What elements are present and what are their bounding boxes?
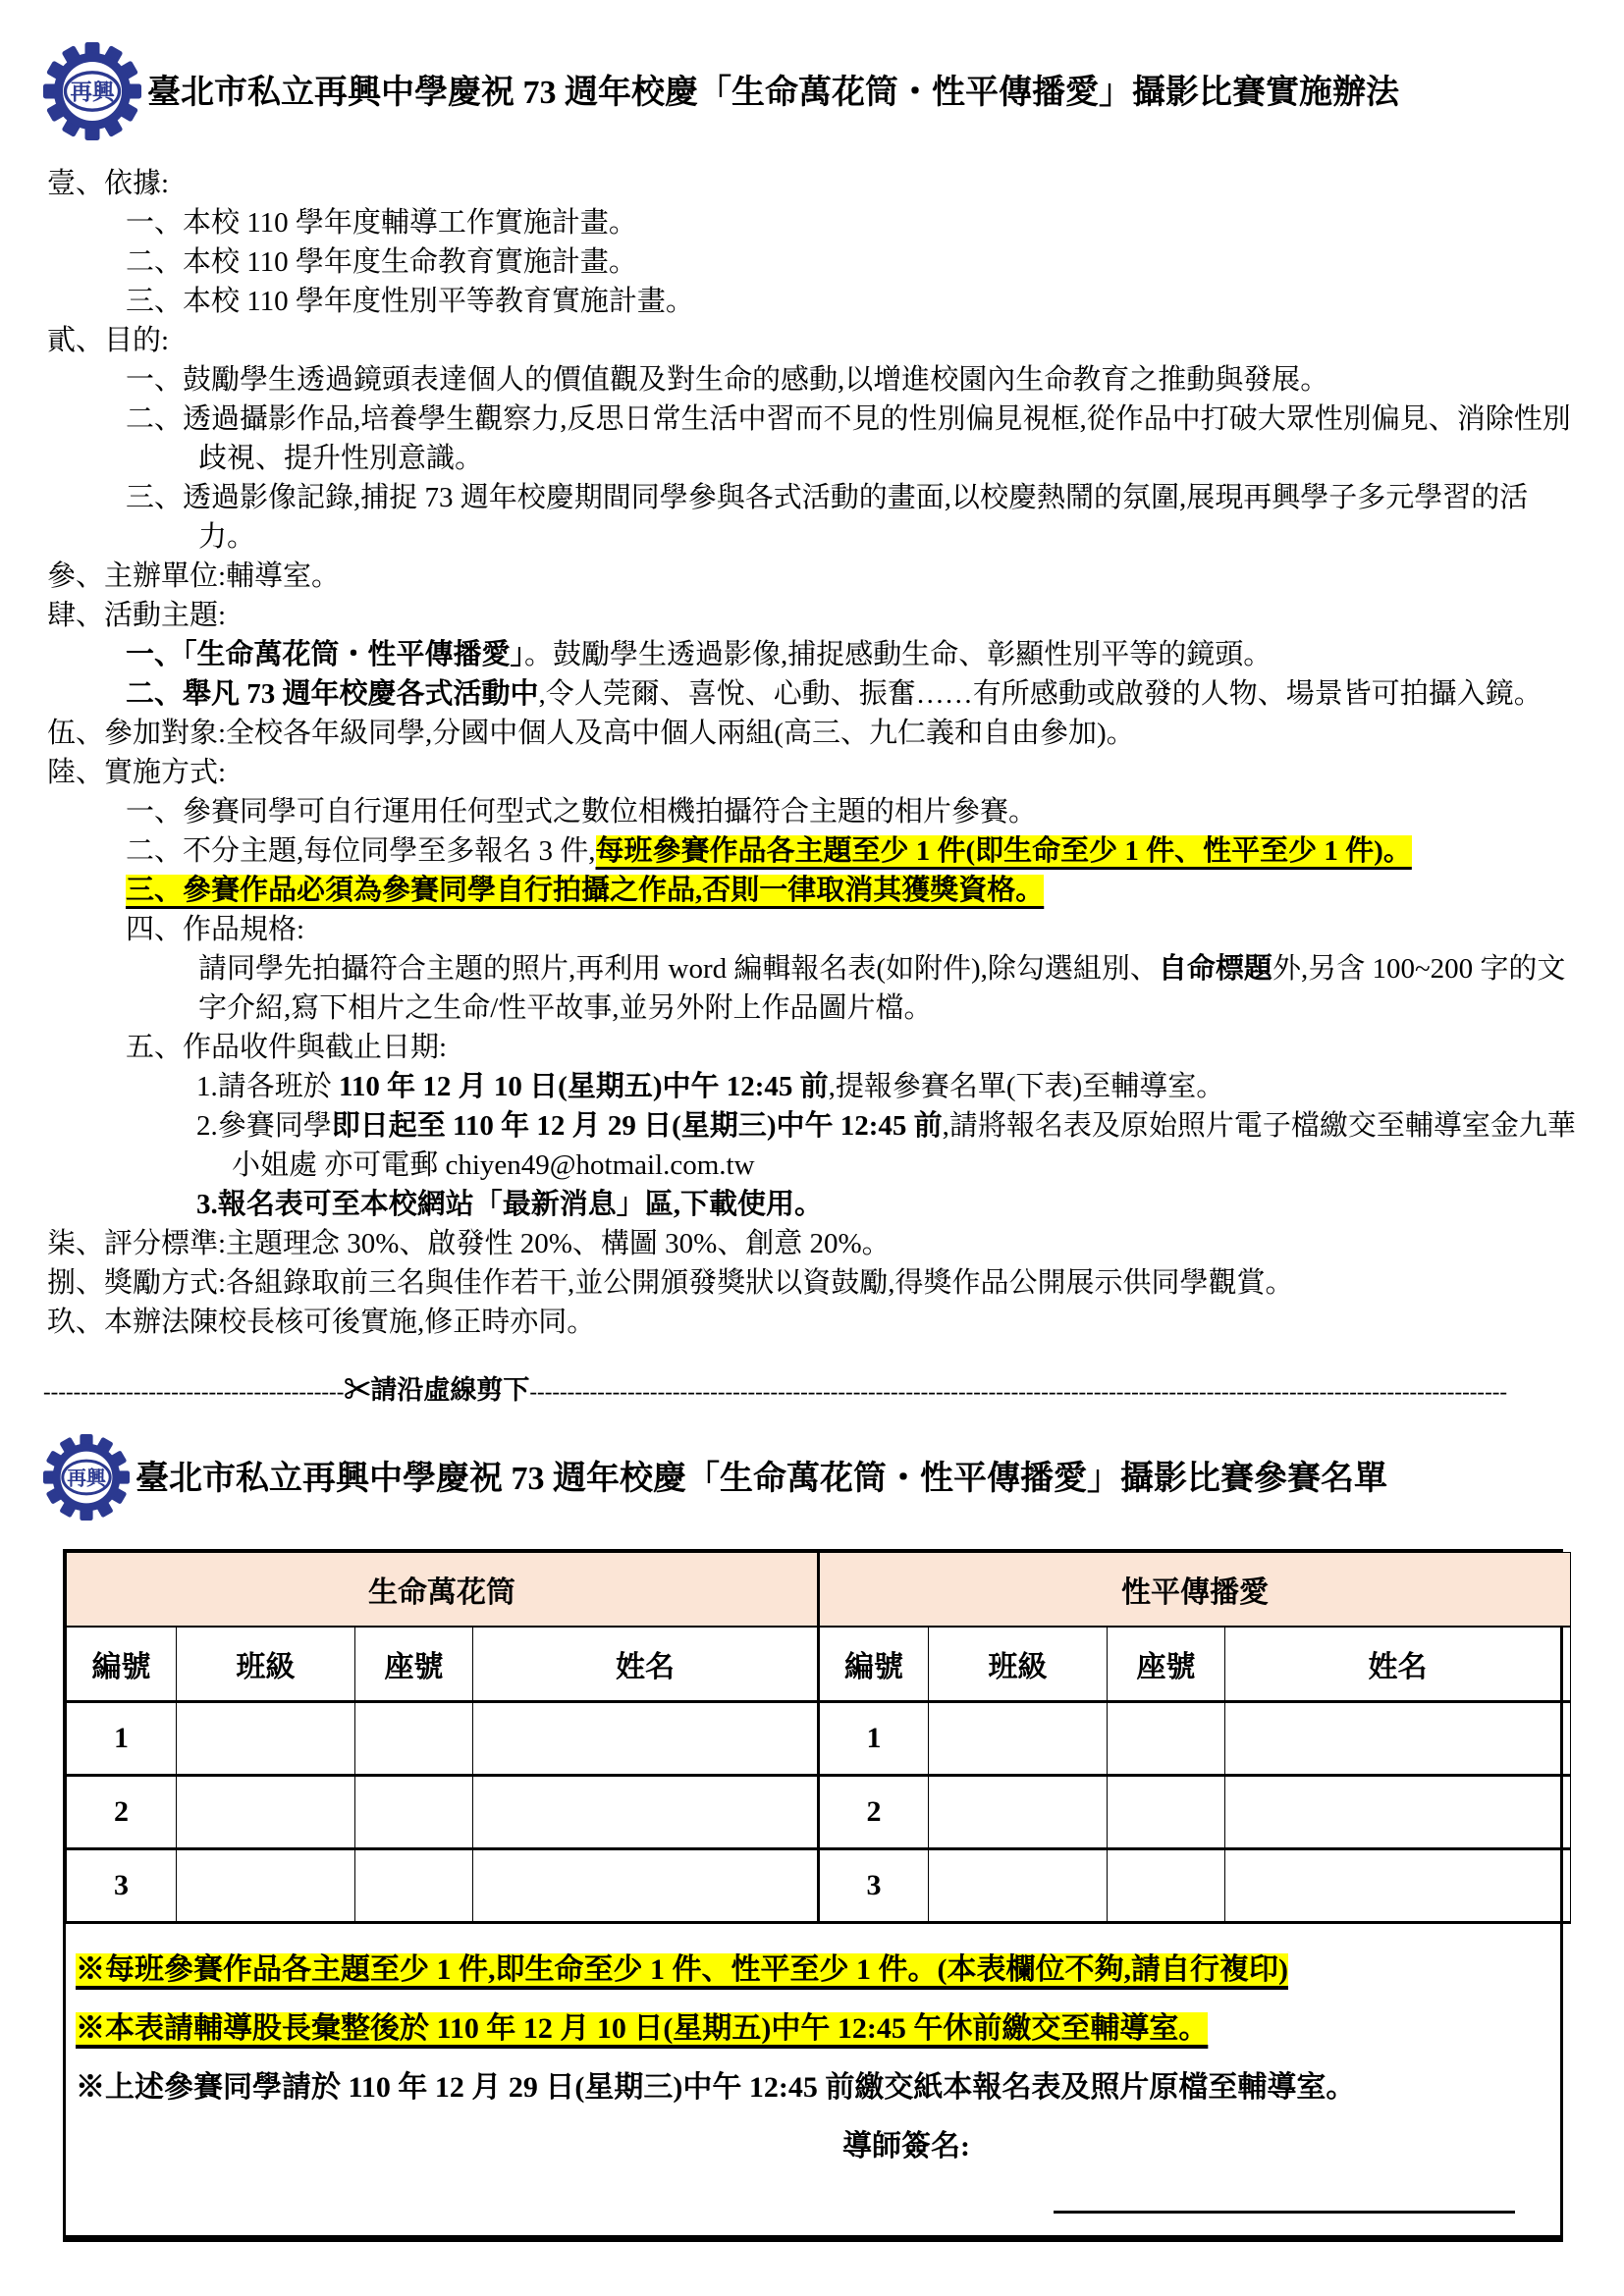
work-spec-b: 外,另含 100~200 字的文字介紹,寫下相片之生命/性平故事,並另外附上作品圖片檔。 xyxy=(198,953,1566,1024)
empty-cell xyxy=(473,1849,819,1923)
plan-title-row xyxy=(43,39,1581,148)
deadline-1-date-bold: 110 年 12 月 10 日(星期五)中午 12:45 前 xyxy=(339,1071,829,1102)
theme-header-gender: 性平傳播愛 xyxy=(819,1553,1571,1628)
section-4-item xyxy=(43,635,1581,674)
deadline-1-a: 1.請各班於 xyxy=(196,1071,340,1102)
empty-cell xyxy=(355,1776,473,1849)
empty-cell xyxy=(177,1849,355,1923)
plan-body xyxy=(43,164,1581,1342)
note-1-highlight: ※每班參賽作品各主題至少 1 件,即生命至少 1 件、性平至少 1 件。(本表欄位不夠,請自行複印) xyxy=(76,1953,1288,1986)
col-header-class: 班級 xyxy=(177,1627,355,1702)
section-2-item: 一、鼓勵學生透過鏡頭表達個人的價值觀及對生命的感動,以增進校園內生命教育之推動與發展。 xyxy=(126,364,1329,396)
deadline-2-date-bold: 即日起至 110 年 12 月 29 日(星期三)中午 12:45 前 xyxy=(331,1110,943,1142)
col-header-class: 班級 xyxy=(929,1627,1108,1702)
activity-scope-rest: ,令人莞爾、喜悅、心動、振奮……有所感動或啟發的人物、場景皆可拍攝入鏡。 xyxy=(538,678,1543,710)
school-gear-logo-icon xyxy=(43,1432,130,1527)
empty-cell xyxy=(1225,1776,1571,1849)
empty-cell xyxy=(355,1702,473,1776)
section-6-item xyxy=(43,831,1581,871)
theme-header-life: 生命萬花筒 xyxy=(67,1553,819,1628)
deadline-1-b: ,提報參賽名單(下表)至輔導室。 xyxy=(828,1071,1225,1102)
section-5-heading: 伍、參加對象:全校各年級同學,分國中個人及高中個人兩組(高三、九仁義和自由參加)。 xyxy=(47,718,1135,749)
section-6-heading: 陸、實施方式: xyxy=(47,757,227,788)
empty-cell xyxy=(355,1849,473,1923)
row-number-cell: 1 xyxy=(819,1702,929,1776)
roster-note-2 xyxy=(76,2008,1550,2050)
section-2-heading: 貳、目的: xyxy=(47,325,170,356)
empty-cell xyxy=(929,1849,1108,1923)
col-header-seat: 座號 xyxy=(355,1627,473,1702)
section-6-item: 一、參賽同學可自行運用任何型式之數位相機拍攝符合主題的相片參賽。 xyxy=(126,796,1038,828)
section-9-heading: 玖、本辦法陳校長核可後實施,修正時亦同。 xyxy=(47,1307,596,1338)
col-header-seat: 座號 xyxy=(1108,1627,1225,1702)
signature-line xyxy=(1054,2173,1515,2214)
section-8-heading: 捌、獎勵方式:各組錄取前三名與佳作若干,並公開頒發獎狀以資鼓勵,得獎作品公開展示供同學觀賞。 xyxy=(47,1267,1294,1299)
empty-cell xyxy=(1108,1776,1225,1849)
work-spec-a: 請同學先拍攝符合主題的照片,再利用 word 編輯報名表(如附件),除勾選組別、 xyxy=(198,953,1159,985)
row-number-cell: 3 xyxy=(819,1849,929,1923)
table-row xyxy=(67,1702,1571,1776)
download-note-bold: 3.報名表可至本校網站「最新消息」區,下載使用。 xyxy=(196,1189,824,1220)
cut-line-dashes-left: ---------------------------------------- xyxy=(43,1379,345,1404)
table-row xyxy=(67,1776,1571,1849)
empty-cell xyxy=(929,1776,1108,1849)
section-1-item: 一、本校 110 學年度輔導工作實施計畫。 xyxy=(126,207,637,239)
deadline-item-3 xyxy=(43,1185,1581,1224)
entry-minimum-highlight: 每班參賽作品各主題至少 1 件(即生命至少 1 件、性平至少 1 件)。 xyxy=(595,835,1412,867)
row-number-cell: 1 xyxy=(67,1702,177,1776)
roster-title: 臺北市私立再興中學慶祝 73 週年校慶「生命萬花筒・性平傳播愛」攝影比賽參賽名單 xyxy=(135,1461,1387,1498)
cut-line xyxy=(43,1375,1581,1407)
roster-table xyxy=(66,1552,1571,1924)
deadline-2-b: ,請將報名表及原始照片電子檔繳交至輔導室金九華小姐處 亦可電郵 chiyen49@hotmail.com.tw xyxy=(232,1110,1576,1181)
empty-cell xyxy=(473,1776,819,1849)
col-header-number: 編號 xyxy=(819,1627,929,1702)
activity-scope-bold: 二、舉凡 73 週年校慶各式活動中 xyxy=(126,678,539,710)
plan-title: 臺北市私立再興中學慶祝 73 週年校慶「生命萬花筒・性平傳播愛」攝影比賽實施辦法 xyxy=(147,75,1399,112)
entry-limit-plain: 二、不分主題,每位同學至多報名 3 件, xyxy=(126,835,596,867)
row-number-cell: 2 xyxy=(67,1776,177,1849)
roster-notes xyxy=(66,1924,1560,2214)
row-number-cell: 2 xyxy=(819,1776,929,1849)
section-3-heading: 參、主辦單位:輔導室。 xyxy=(47,561,341,592)
table-row xyxy=(67,1849,1571,1923)
section-1-item: 三、本校 110 學年度性別平等教育實施計畫。 xyxy=(126,286,694,317)
deadline-item-2 xyxy=(43,1106,1581,1185)
empty-cell xyxy=(177,1776,355,1849)
section-4-item xyxy=(43,674,1581,714)
row-number-cell: 3 xyxy=(67,1849,177,1923)
empty-cell xyxy=(177,1702,355,1776)
original-work-highlight: 三、參賽作品必須為參賽同學自行拍攝之作品,否則一律取消其獲獎資格。 xyxy=(126,875,1045,906)
section-7-heading: 柒、評分標準:主題理念 30%、啟發性 20%、構圖 30%、創意 20%。 xyxy=(47,1228,891,1259)
empty-cell xyxy=(929,1702,1108,1776)
empty-cell xyxy=(1225,1849,1571,1923)
roster-note-1 xyxy=(76,1949,1550,1991)
teacher-signature-label: 導師簽名: xyxy=(842,2130,971,2163)
svg-text:再興: 再興 xyxy=(70,80,115,105)
work-spec-paragraph xyxy=(43,949,1581,1028)
roster-title-row xyxy=(43,1432,1581,1527)
col-header-name: 姓名 xyxy=(473,1627,819,1702)
empty-cell xyxy=(1108,1849,1225,1923)
col-header-name: 姓名 xyxy=(1225,1627,1571,1702)
section-1-item: 二、本校 110 學年度生命教育實施計畫。 xyxy=(126,246,637,278)
empty-cell xyxy=(1108,1702,1225,1776)
school-gear-logo-icon xyxy=(43,39,141,148)
deadline-2-a: 2.參賽同學 xyxy=(196,1110,332,1142)
svg-text:再興: 再興 xyxy=(67,1468,106,1490)
theme-desc: 。鼓勵學生透過影像,捕捉感動生命、彰顯性別平等的鏡頭。 xyxy=(524,639,1272,670)
note-2-highlight: ※本表請輔導股長彙整後於 110 年 12 月 10 日(星期五)中午 12:45 午休前繳交至輔導室。 xyxy=(76,2012,1209,2045)
empty-cell xyxy=(473,1702,819,1776)
col-header-number: 編號 xyxy=(67,1627,177,1702)
roster-note-3: ※上述參賽同學請於 110 年 12 月 29 日(星期三)中午 12:45 前繳交紙本報名表及照片原檔至輔導室。 xyxy=(76,2071,1356,2104)
theme-name-bold: 一、「生命萬花筒・性平傳播愛」 xyxy=(126,639,525,670)
scissors-icon-and-label: ✂請沿虛線剪下 xyxy=(344,1375,530,1405)
empty-cell xyxy=(1225,1702,1571,1776)
section-4-heading: 肆、活動主題: xyxy=(47,600,227,631)
section-2-item: 二、透過攝影作品,培養學生觀察力,反思日常生活中習而不見的性別偏見視框,從作品中打破大眾性別偏見、消除性別歧視、提升性別意識。 xyxy=(126,403,1571,474)
deadline-item-1 xyxy=(43,1067,1581,1106)
work-spec-bold: 自命標題 xyxy=(1158,953,1272,985)
section-6-item: 五、作品收件與截止日期: xyxy=(126,1032,448,1063)
section-6-item xyxy=(43,871,1581,910)
roster-form-box xyxy=(63,1549,1563,2242)
section-6-item: 四、作品規格: xyxy=(126,914,305,945)
cut-line-dashes-right: ---------------------------------------------------------------------------------------------------------------------------------- xyxy=(529,1379,1508,1404)
section-1-heading: 壹、依據: xyxy=(47,168,170,199)
section-2-item: 三、透過影像記錄,捕捉 73 週年校慶期間同學參與各式活動的畫面,以校慶熱鬧的氛圍,展現再興學子多元學習的活力。 xyxy=(126,482,1529,553)
